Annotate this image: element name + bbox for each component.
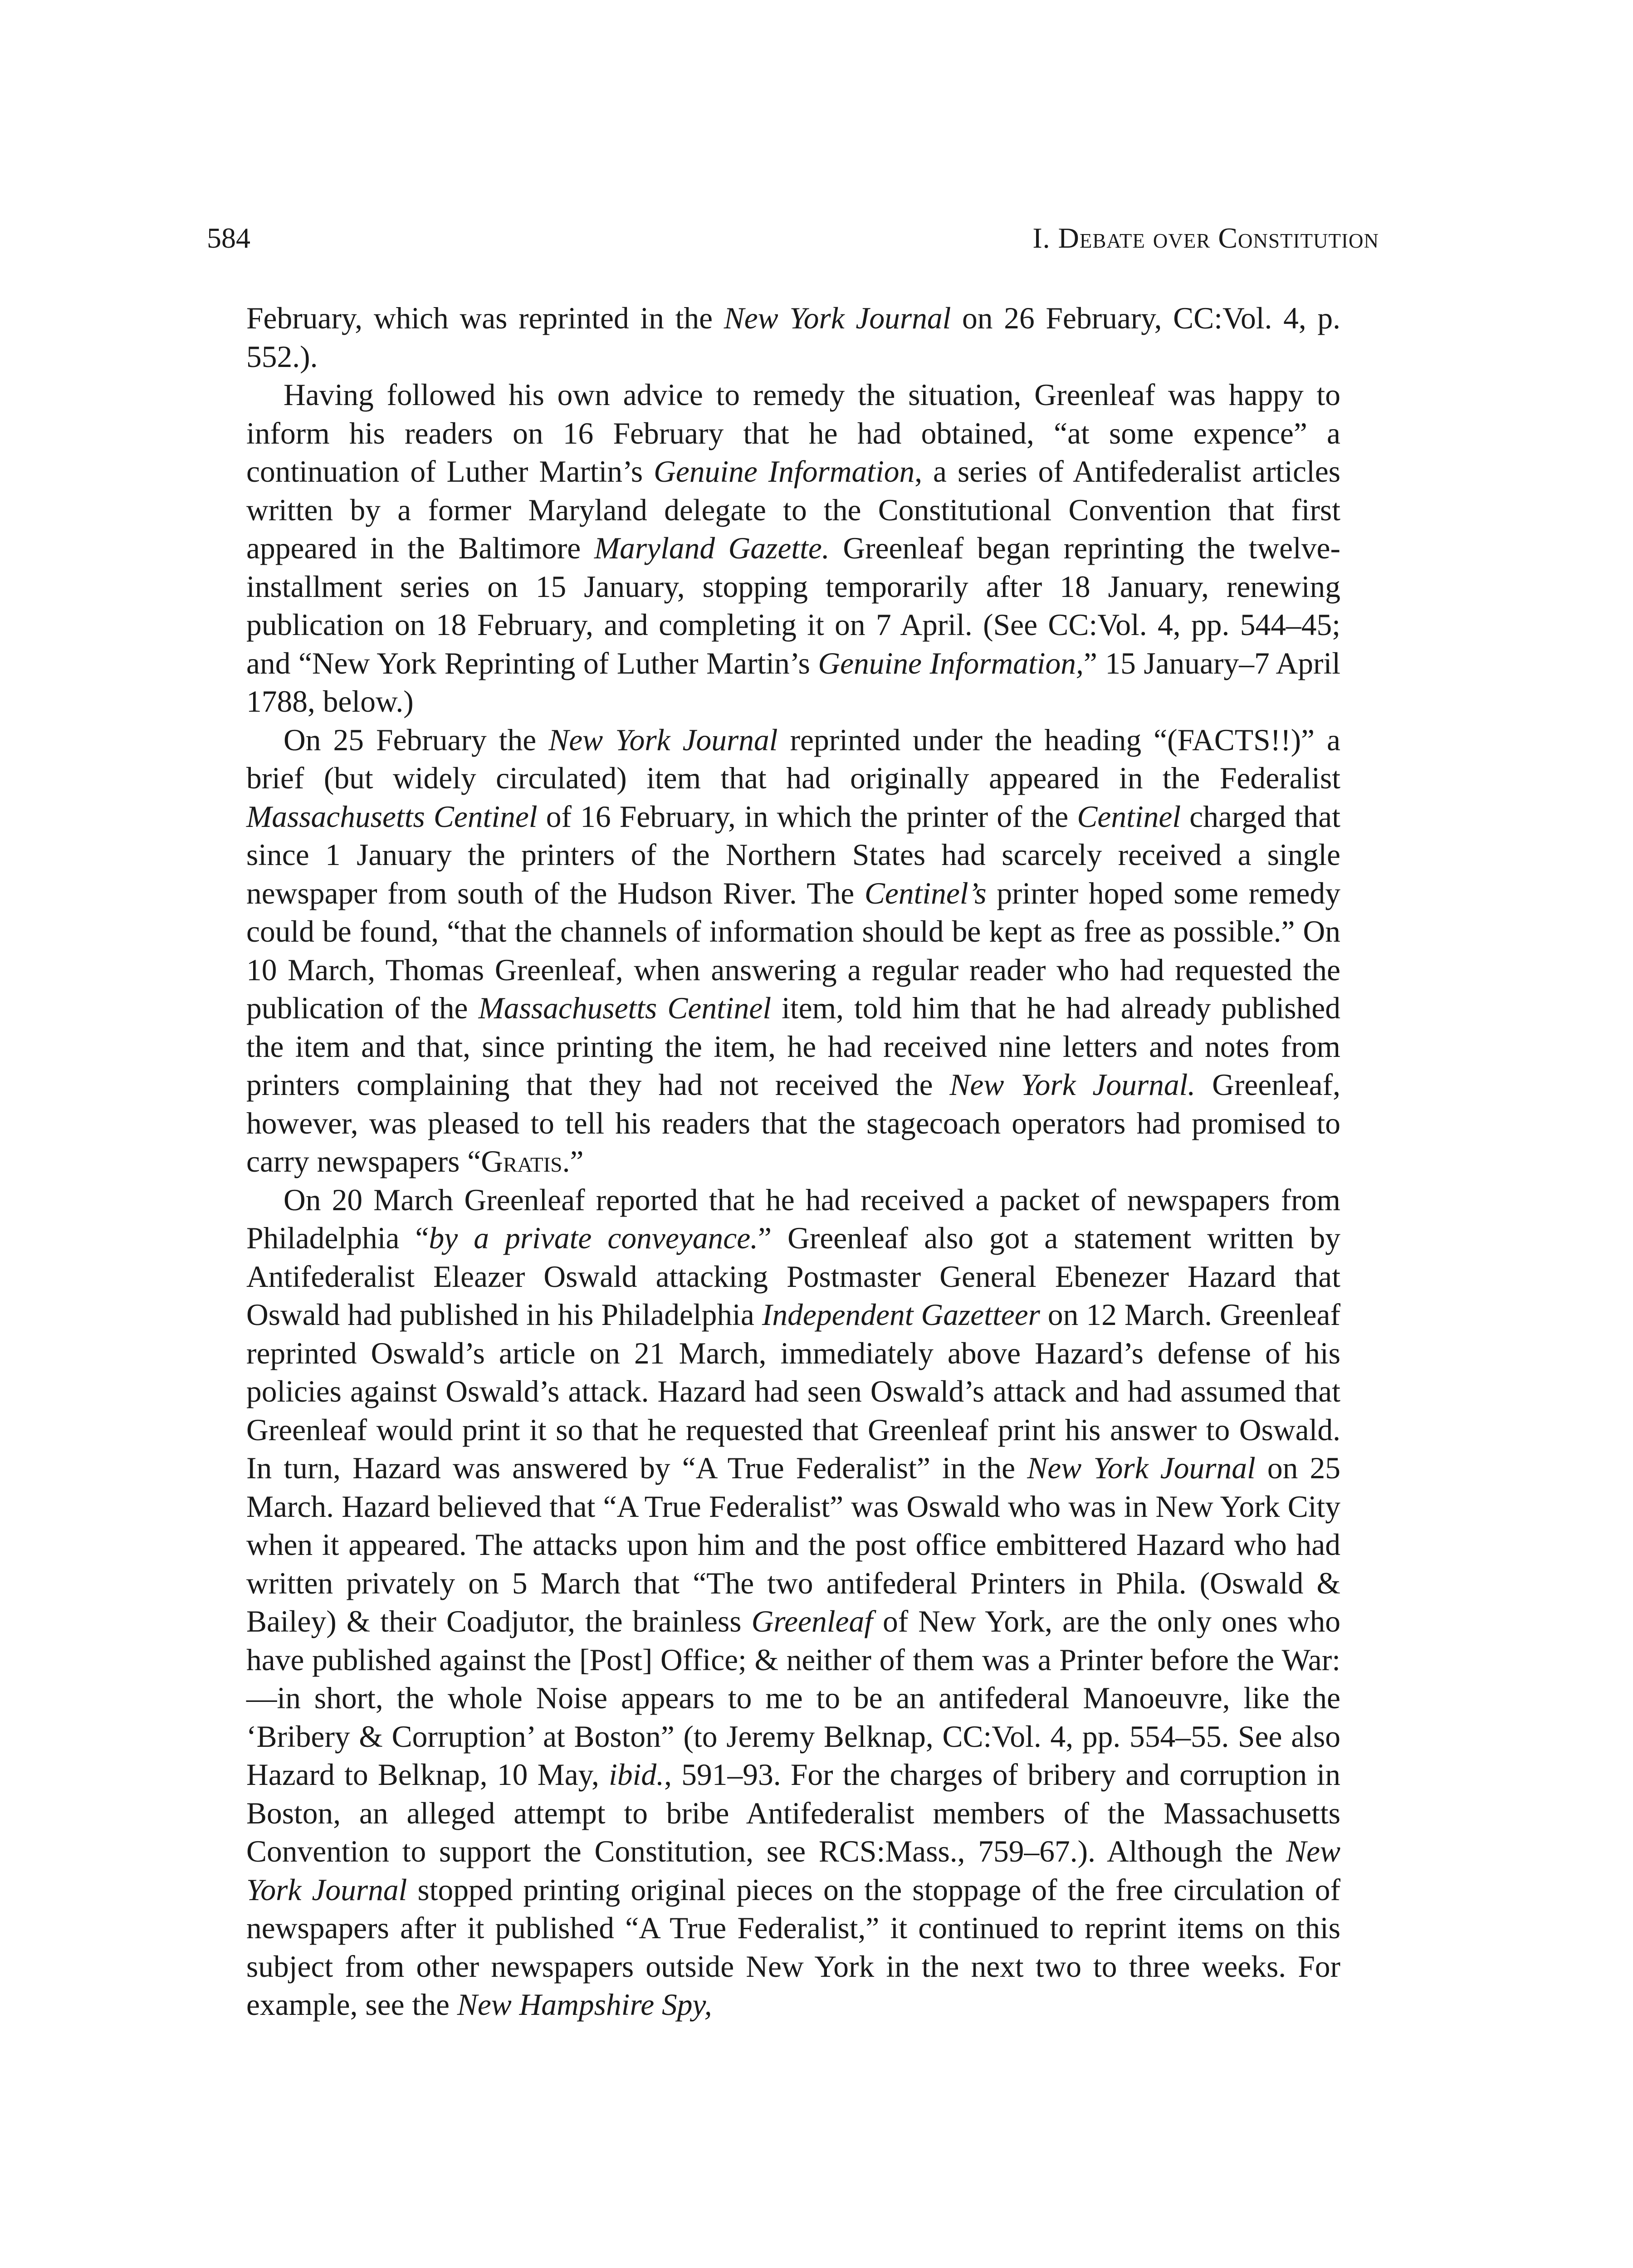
text-run: on 26 February, CC:Vol. 4, p. 552.).	[246, 301, 1340, 374]
text-run: .”	[562, 1144, 584, 1178]
text-run: On 25 February the	[284, 723, 549, 757]
text-run: item, told him that he had already published the item and that, since printing the item, he had received nine letters and notes from printers complaining that they had not received the	[246, 991, 1340, 1102]
text-run: , 591–93. For the charges of bribery and corruption in Boston, an alleged attempt to bribe Antifederalist members of the Massachusetts Convention to support the Constitution, see RCS:Mass., 759–67.). Although the	[246, 1758, 1341, 1868]
italic-text: Massachusetts Centinel	[478, 991, 772, 1025]
italic-text: Massachusetts Centinel	[246, 799, 538, 834]
text-run: Greenleaf began reprinting the twelve-installment series on 15 January, stopping temporarily after 18 January, renewing publication on 18 February, and completing it on 7 April. (See CC:Vol. 4, pp. 544–45; and “New York Reprinting of Luther Martin’s	[246, 531, 1340, 680]
text-run: charged that since 1 January the printers of the Northern States had scarcely received a single newspaper from south of the Hudson River. The	[246, 799, 1340, 910]
italic-text: ibid.	[609, 1758, 665, 1792]
small-caps-text: Gratis	[481, 1144, 562, 1178]
paragraph	[246, 1181, 1340, 2024]
text-run: stopped printing original pieces on the stoppage of the free circulation of newspapers after it published “A True Federalist,” it continued to reprint items on this subject from other newspapers outside New York in the next two to three weeks. For example, see the	[246, 1872, 1340, 2022]
text-run: ” Greenleaf also got a statement written by Antifederalist Eleazer Oswald attacking Postmaster General Ebenezer Hazard that Oswald had published in his Philadelphia	[246, 1221, 1340, 1332]
text-run: Greenleaf, however, was pleased to tell his readers that the stagecoach operators had promised to carry newspapers “	[246, 1068, 1340, 1178]
italic-text: Centinel’s	[864, 876, 987, 910]
italic-text: New York Journal	[246, 1834, 1340, 1907]
italic-text: New York Journal	[548, 723, 778, 757]
text-run: of 16 February, in which the printer of the	[537, 799, 1077, 834]
text-run: Having followed his own advice to remedy the situation, Greenleaf was happy to inform his readers on 16 February that he had obtained, “at some expence” a continuation of Luther Martin’s	[246, 378, 1340, 489]
text-run: on 12 March. Greenleaf reprinted Oswald’s article on 21 March, immediately above Hazard’s defense of his policies against Oswald’s attack. Hazard had seen Oswald’s attack and had assumed that Greenleaf would print it so that he requested that Greenleaf print his answer to Oswald. In turn, Hazard was answered by “A True Federalist” in the	[246, 1298, 1340, 1485]
text-run: February, which was reprinted in the	[246, 301, 724, 335]
italic-text: New York Journal	[1027, 1451, 1256, 1485]
paragraph	[246, 299, 1340, 376]
italic-text: Genuine Information,	[818, 646, 1084, 680]
page-number: 584	[207, 222, 250, 254]
paragraph	[246, 721, 1340, 1181]
text-run: , a series of Antifederalist articles written by a former Maryland delegate to the Constitutional Convention that first appeared in the Baltimore	[246, 455, 1340, 565]
page-header	[207, 221, 1379, 255]
text-run: printer hoped some remedy could be found, “that the channels of information should be kept as free as possible.” On 10 March, Thomas Greenleaf, when answering a regular reader who had requested the publication of the	[246, 876, 1340, 1025]
italic-text: New York Journal	[724, 301, 951, 335]
body-text	[246, 299, 1340, 2024]
italic-text: by a private conveyance.	[429, 1221, 758, 1255]
paragraph	[246, 376, 1340, 721]
italic-text: Greenleaf	[751, 1604, 873, 1638]
text-run: of New York, are the only ones who have published against the [Post] Office; & neither of them was a Printer before the War:—in short, the whole Noise appears to me to be an antifederal Manoeuvre, like the ‘Bribery & Corruption’ at Boston” (to Jeremy Belknap, CC:Vol. 4, pp. 554–55. See also Hazard to Belknap, 10 May,	[246, 1604, 1341, 1792]
italic-text: Independent Gazetteer	[762, 1298, 1040, 1332]
italic-text: Centinel	[1077, 799, 1181, 834]
italic-text: Genuine Information	[654, 455, 915, 489]
running-head: I. Debate over Constitution	[1032, 222, 1379, 254]
italic-text: New York Journal.	[949, 1068, 1196, 1102]
text-run: on 25 March. Hazard believed that “A True Federalist” was Oswald who was in New York City when it appeared. The attacks upon him and the post office embittered Hazard who had written privately on 5 March that “The two antifederal Printers in Phila. (Oswald & Bailey) & their Coadjutor, the brainless	[246, 1451, 1340, 1638]
italic-text: Maryland Gazette.	[594, 531, 830, 565]
text-run: ” 15 January–7 April 1788, below.)	[246, 646, 1340, 719]
italic-text: New Hampshire Spy,	[457, 1988, 712, 2022]
text-run: reprinted under the heading “(FACTS!!)” a brief (but widely circulated) item that had originally appeared in the Federalist	[246, 723, 1340, 795]
text-run: On 20 March Greenleaf reported that he had received a packet of newspapers from Philadelphia “	[246, 1183, 1340, 1255]
